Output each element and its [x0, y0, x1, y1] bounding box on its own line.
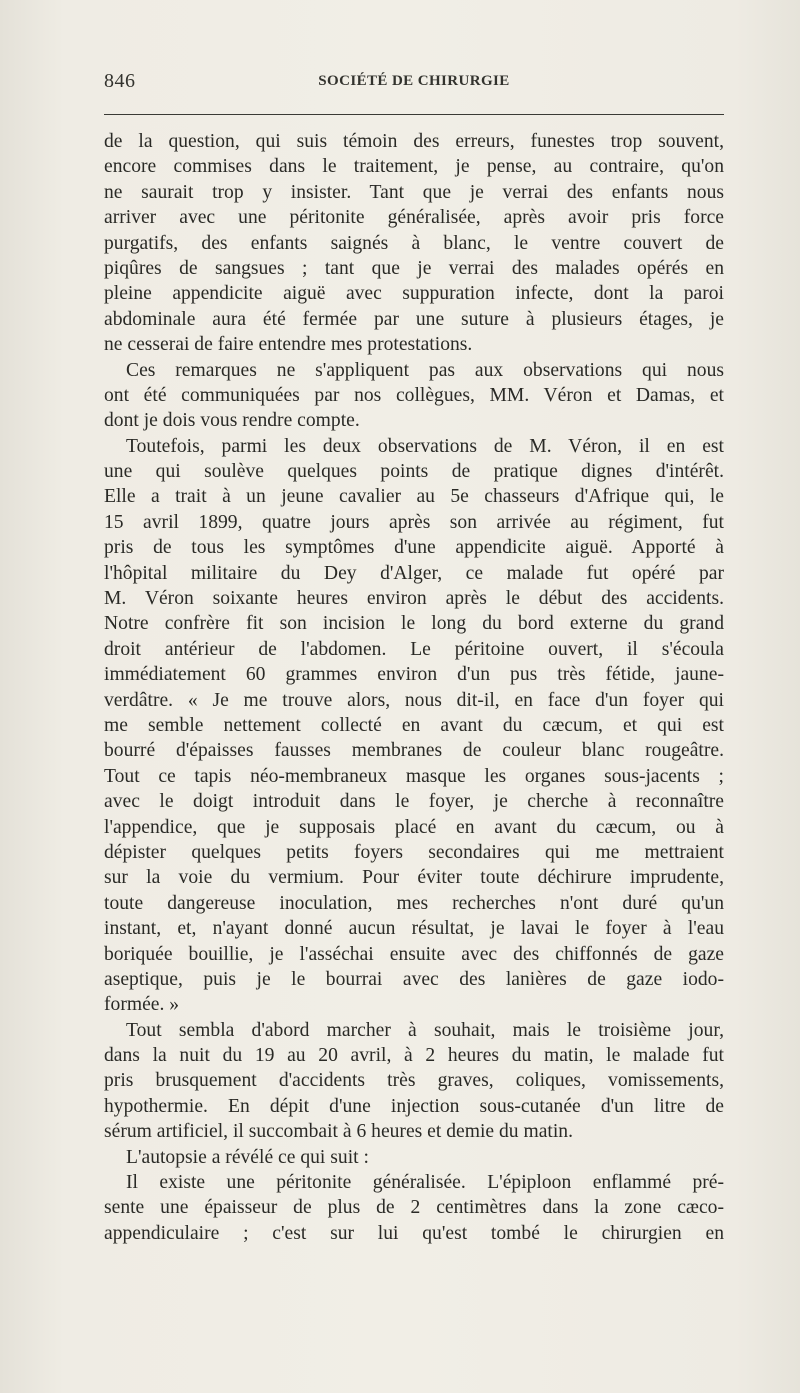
text-line: Toutefois, parmi les deux observations de M. Véron, il en est	[126, 435, 724, 457]
text-line: une qui soulève quelques points de pratique dignes d'intérêt.	[104, 461, 724, 483]
text-line: dans la nuit du 19 au 20 avril, à 2 heures du matin, le malade fut	[104, 1045, 724, 1067]
header-rule	[104, 114, 724, 115]
text-line: L'autopsie a révélé ce qui suit :	[126, 1146, 369, 1168]
text-line: appendiculaire ; c'est sur lui qu'est tombé le chirurgien en	[104, 1222, 724, 1244]
text-line: abdominale aura été fermée par une suture à plusieurs étages, je	[104, 308, 724, 330]
text-line: Il existe une péritonite généralisée. L'épiploon enflammé pré-	[126, 1172, 724, 1194]
text-line: Tout sembla d'abord marcher à souhait, mais le troisième jour,	[126, 1019, 724, 1041]
text-line: boriquée bouillie, je l'asséchai ensuite avec des chiffonnés de gaze	[104, 943, 724, 965]
text-line: ont été communiquées par nos collègues, MM. Véron et Damas, et	[104, 384, 724, 406]
text-line: avec le doigt introduit dans le foyer, je cherche à reconnaître	[104, 791, 724, 813]
text-line: piqûres de sangsues ; tant que je verrai des malades opérés en	[104, 257, 724, 279]
text-line: de la question, qui suis témoin des erreurs, funestes trop souvent,	[104, 131, 724, 152]
text-line: pris brusquement d'accidents très graves, coliques, vomissements,	[104, 1070, 724, 1092]
text-line: l'appendice, que je supposais placé en avant du cæcum, ou à	[104, 816, 724, 838]
text-line: l'hôpital militaire du Dey d'Alger, ce malade fut opéré par	[104, 562, 724, 584]
text-line: encore commises dans le traitement, je pense, au contraire, qu'on	[104, 156, 724, 178]
text-line: ne cesserai de faire entendre mes protestations.	[104, 334, 473, 356]
text-line: dont je dois vous rendre compte.	[104, 410, 360, 432]
text-line: Ces remarques ne s'appliquent pas aux observations qui nous	[126, 359, 724, 381]
text-line: Notre confrère fit son incision le long du bord externe du grand	[104, 613, 724, 635]
text-line: dépister quelques petits foyers secondaires qui me mettraient	[104, 841, 724, 863]
page-header	[104, 70, 724, 98]
text-line: purgatifs, des enfants saignés à blanc, le ventre couvert de	[104, 232, 724, 254]
text-line: instant, et, n'ayant donné aucun résultat, je lavai le foyer à l'eau	[104, 918, 724, 940]
text-line: M. Véron soixante heures environ après le début des accidents.	[104, 588, 724, 610]
text-line: sérum artificiel, il succombait à 6 heures et demie du matin.	[104, 1121, 574, 1143]
text-line: droit antérieur de l'abdomen. Le péritoine ouvert, il s'écoula	[104, 638, 724, 660]
running-title: SOCIÉTÉ DE CHIRURGIE	[318, 73, 510, 89]
body-text	[104, 129, 724, 1246]
text-line: ne saurait trop y insister. Tant que je verrai des enfants nous	[104, 181, 724, 203]
page-number: 846	[104, 70, 136, 92]
text-line: pris de tous les symptômes d'une appendicite aiguë. Apporté à	[104, 537, 724, 559]
text-line: arriver avec une péritonite généralisée, après avoir pris force	[104, 207, 724, 229]
text-line: hypothermie. En dépit d'une injection sous-cutanée d'un litre de	[104, 1095, 724, 1117]
text-line: aseptique, puis je le bourrai avec des lanières de gaze iodo-	[104, 968, 724, 990]
text-line: toute dangereuse inoculation, mes recherches n'ont duré qu'un	[104, 892, 724, 914]
text-line: me semble nettement collecté en avant du cæcum, et qui est	[104, 714, 724, 736]
text-line: bourré d'épaisses fausses membranes de couleur blanc rougeâtre.	[104, 740, 724, 762]
text-line: verdâtre. « Je me trouve alors, nous dit-il, en face d'un foyer qui	[104, 689, 724, 711]
text-line: immédiatement 60 grammes environ d'un pus très fétide, jaune-	[104, 664, 724, 686]
text-line: sur la voie du vermium. Pour éviter toute déchirure imprudente,	[104, 867, 724, 889]
text-line: Elle a trait à un jeune cavalier au 5e chasseurs d'Afrique qui, le	[104, 486, 724, 508]
text-line: sente une épaisseur de plus de 2 centimètres dans la zone cæco-	[104, 1197, 724, 1219]
text-line: 15 avril 1899, quatre jours après son arrivée au régiment, fut	[104, 511, 724, 533]
text-line: formée. »	[104, 994, 180, 1016]
text-line: pleine appendicite aiguë avec suppuration infecte, dont la paroi	[104, 283, 724, 305]
text-line: Tout ce tapis néo-membraneux masque les organes sous-jacents ;	[104, 765, 724, 787]
